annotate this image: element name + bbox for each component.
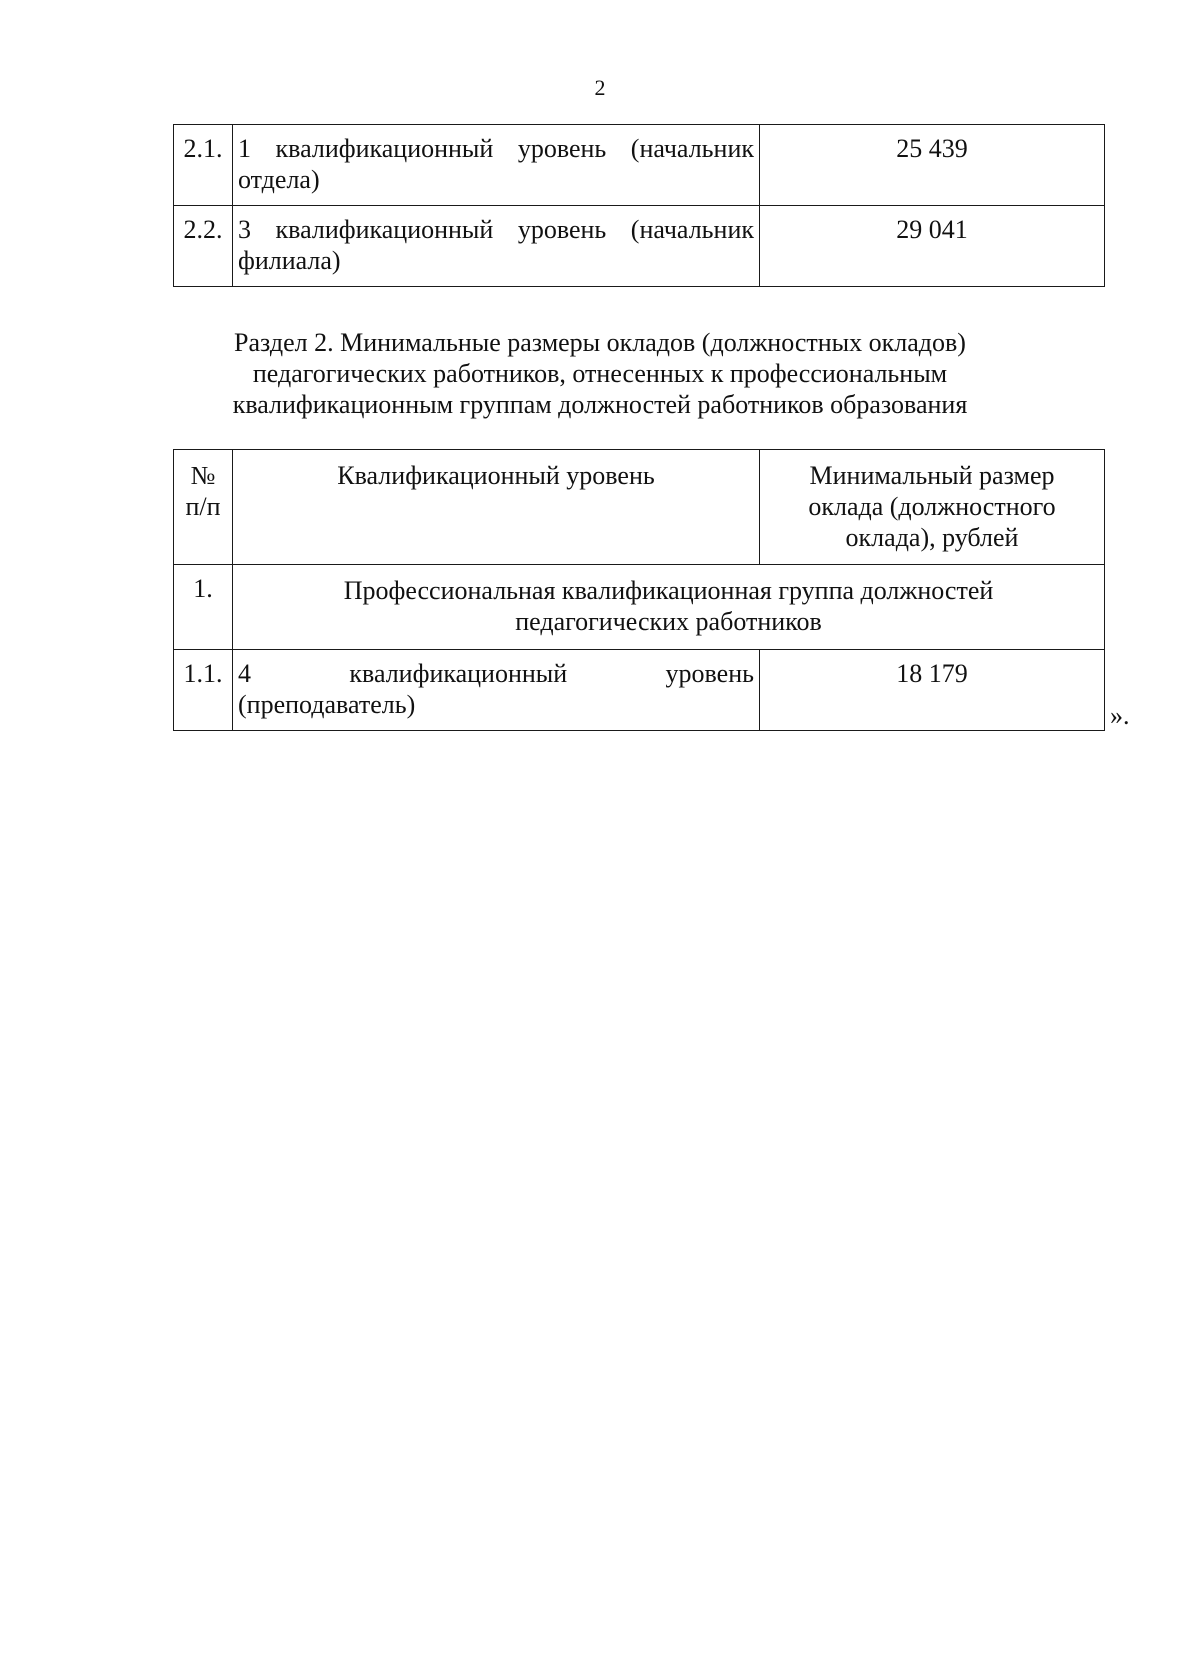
qualification-level [233, 206, 760, 287]
group-title-line: педагогических работников [515, 607, 822, 636]
header-qualification-level: Квалификационный уровень [233, 450, 760, 565]
row-number: 1. [174, 565, 233, 650]
row-number: 2.2. [174, 206, 233, 287]
qualification-level-line: 4 квалификационный уровень [238, 659, 754, 688]
header-salary-line: оклада (должностного [808, 492, 1056, 521]
qualification-level-line: 3 квалификационный уровень (начальник [238, 215, 754, 244]
section-title-line: Раздел 2. Минимальные размеры окладов (должностных окладов) [234, 328, 966, 357]
closing-quote: ». [1110, 701, 1130, 730]
qualification-level-line: филиала) [238, 246, 341, 275]
header-salary [760, 450, 1105, 565]
page-number: 2 [594, 75, 606, 100]
salary-table-continued [173, 124, 1105, 287]
table-row [174, 125, 1105, 206]
salary-value: 29 041 [760, 206, 1105, 287]
qualification-level-line: (преподаватель) [238, 690, 416, 719]
group-title-line: Профессиональная квалификационная группа должностей [343, 576, 994, 605]
header-number-line: № [190, 461, 216, 490]
header-number [174, 450, 233, 565]
section-title [150, 327, 1050, 420]
row-number: 1.1. [174, 650, 233, 731]
row-number: 2.1. [174, 125, 233, 206]
section-title-line: педагогических работников, отнесенных к профессиональным [252, 359, 948, 388]
header-salary-line: оклада), рублей [845, 523, 1019, 552]
salary-value: 18 179 [760, 650, 1105, 731]
table-row [174, 206, 1105, 287]
table-header-row [174, 450, 1105, 565]
group-row [174, 565, 1105, 650]
qualification-level [233, 650, 760, 731]
header-number-line: п/п [185, 492, 221, 521]
group-title [233, 565, 1105, 650]
salary-value: 25 439 [760, 125, 1105, 206]
salary-table-section-2 [173, 449, 1105, 731]
table-row [174, 650, 1105, 731]
qualification-level-line: 1 квалификационный уровень (начальник [238, 134, 754, 163]
header-salary-line: Минимальный размер [809, 461, 1055, 490]
section-title-line: квалификационным группам должностей работников образования [232, 390, 968, 419]
qualification-level [233, 125, 760, 206]
qualification-level-line: отдела) [238, 165, 320, 194]
